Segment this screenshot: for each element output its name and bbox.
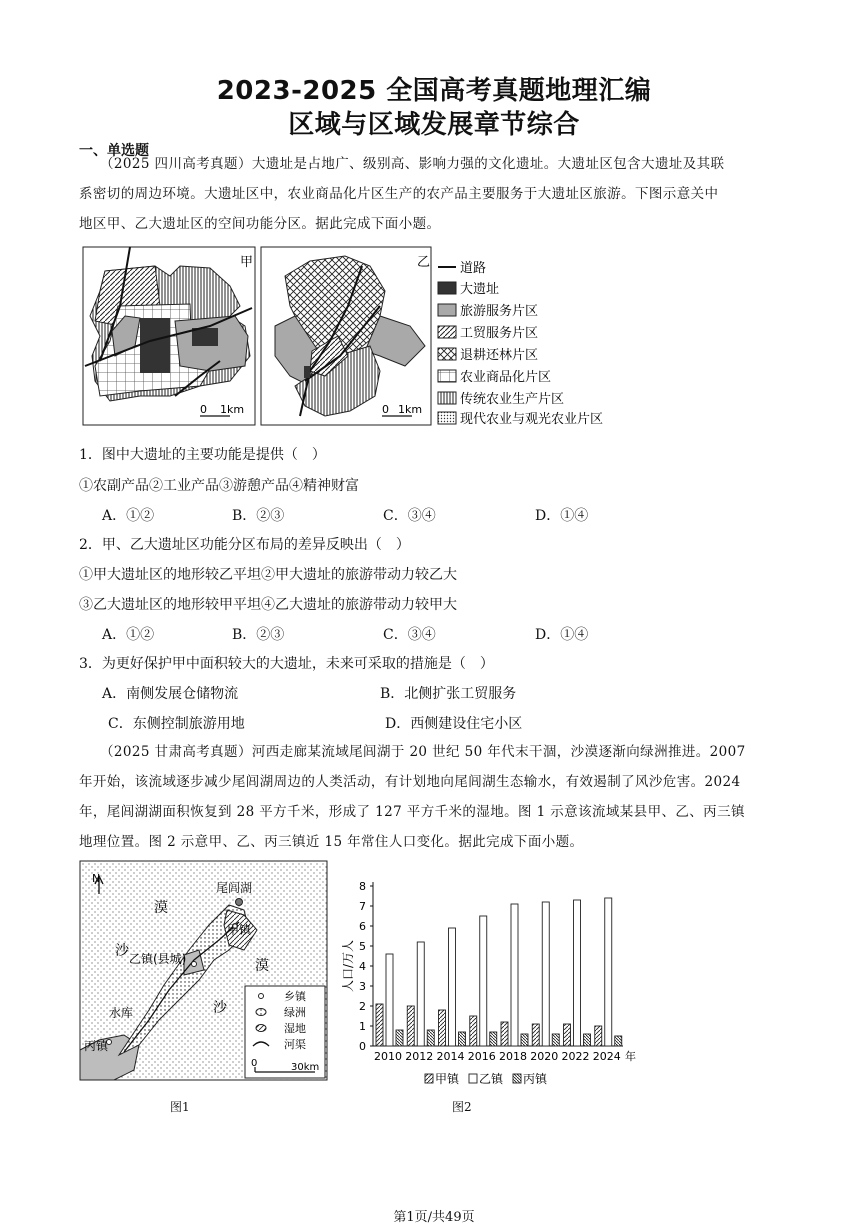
bar-丙镇-2014: [459, 1032, 466, 1046]
section-heading: 一、单选题: [79, 143, 149, 159]
bar-乙镇-2020: [542, 902, 549, 1046]
desert-label-4: 沙: [213, 1000, 227, 1016]
x-tick-label: 2010: [374, 1050, 402, 1063]
bar-乙镇-2016: [480, 916, 487, 1046]
q2-option-c[interactable]: C．③④: [383, 627, 436, 643]
bar-丙镇-2024: [615, 1036, 622, 1046]
desert-label-1: 漠: [154, 900, 168, 916]
intro1-line2: 系密切的周边环境。大遗址区中，农业商品化片区生产的农产品主要服务于大遗址区旅游。下图示意关中: [79, 186, 719, 202]
legend-label-乙镇: 乙镇: [479, 1072, 504, 1086]
population-bar-chart: [340, 870, 640, 1095]
y-tick-label: 0: [359, 1040, 366, 1053]
map-yi-scale-km: 1km: [398, 403, 423, 416]
q3-stem: 3．为更好保护甲中面积较大的大遗址，未来可采取的措施是（ ）: [79, 656, 494, 672]
q2-option-a[interactable]: A．①②: [102, 627, 155, 643]
town-yi-label: 乙镇(县城): [129, 952, 187, 966]
bar-丙镇-2022: [584, 1034, 591, 1046]
q3-option-c[interactable]: C．东侧控制旅游用地: [108, 716, 245, 732]
intro1-line1: （2025 四川高考真题）大遗址是占地广、级别高、影响力强的文化遗址。大遗址区包含大遗址及其联: [100, 156, 725, 172]
y-tick-label: 2: [359, 1000, 366, 1013]
q3-option-d[interactable]: D．西侧建设住宅小区: [385, 716, 523, 732]
q1-stem: 1．图中大遗址的主要功能是提供（ ）: [79, 447, 326, 463]
bar-乙镇-2022: [574, 900, 581, 1046]
lake-label: 尾闾湖: [216, 881, 253, 895]
bar-丙镇-2016: [490, 1032, 497, 1046]
map-jia-scale0: 0: [200, 403, 207, 416]
q2-items2: ③乙大遗址区的地形较甲平坦④乙大遗址的旅游带动力较甲大: [79, 597, 457, 613]
legend-label-甲镇: 甲镇: [435, 1072, 460, 1086]
town-bing-label: 丙镇: [84, 1039, 109, 1053]
legend-modern-ag: 现代农业与观光农业片区: [460, 412, 604, 427]
x-tick-label: 2022: [561, 1050, 590, 1063]
intro2-line2: 年开始，该流域逐步减少尾闾湖周边的人类活动，有计划地向尾闾湖生态输水，有效遏制了风沙危害。2024: [79, 774, 741, 790]
bar-甲镇-2024: [595, 1026, 602, 1046]
x-tick-label: 2020: [530, 1050, 559, 1063]
q2-option-b[interactable]: B．②③: [232, 627, 285, 643]
fig1-scale-km: 30km: [291, 1062, 320, 1073]
q2-stem: 2．甲、乙大遗址区功能分区布局的差异反映出（ ）: [79, 537, 410, 553]
q3-option-a[interactable]: A．南侧发展仓储物流: [102, 686, 239, 702]
x-tick-label: 2024: [592, 1050, 621, 1063]
bar-丙镇-2020: [552, 1034, 559, 1046]
intro2-line1: （2025 甘肃高考真题）河西走廊某流域尾闾湖于 20 世纪 50 年代末干涸，沙漠逐渐向绿洲推进。2007: [100, 744, 746, 760]
q1-items: ①农副产品②工业产品③游憩产品④精神财富: [79, 478, 359, 494]
q1-option-d[interactable]: D．①④: [535, 508, 589, 524]
q2-option-d[interactable]: D．①④: [535, 627, 589, 643]
bar-甲镇-2018: [501, 1022, 508, 1046]
y-tick-label: 7: [359, 900, 366, 913]
bar-乙镇-2014: [449, 928, 456, 1046]
bar-乙镇-2012: [417, 942, 424, 1046]
bar-甲镇-2014: [439, 1010, 446, 1046]
bar-丙镇-2012: [427, 1030, 434, 1046]
fig1-legend-oasis: 绿洲: [284, 1006, 306, 1019]
y-tick-label: 8: [359, 880, 366, 893]
legend-site: 大遗址: [460, 282, 500, 297]
fig1-caption: 图1: [170, 1100, 190, 1114]
fig1-legend-town: 乡镇: [284, 990, 306, 1003]
legend-traditional-ag: 传统农业生产片区: [460, 392, 565, 407]
y-axis-label: 人口/万人: [341, 939, 355, 993]
bar-丙镇-2010: [396, 1030, 403, 1046]
town-jia-label: 甲镇: [227, 923, 252, 937]
y-tick-label: 4: [359, 960, 366, 973]
map-jia-scale-km: 1km: [220, 403, 245, 416]
page-title: 2023-2025 全国高考真题地理汇编: [216, 76, 652, 106]
y-tick-label: 6: [359, 920, 366, 933]
reservoir-label: 水库: [109, 1006, 134, 1020]
fig1-legend-canal: 河渠: [284, 1038, 306, 1051]
intro2-line3: 年，尾闾湖湖面积恢复到 28 平方千米，形成了 127 平方千米的湿地。图 1 示意该流域某县甲、乙、丙三镇: [79, 804, 745, 820]
bar-乙镇-2024: [605, 898, 612, 1046]
x-tick-label: 2014: [436, 1050, 465, 1063]
y-tick-label: 1: [359, 1020, 366, 1033]
bar-乙镇-2010: [386, 954, 393, 1046]
desert-label-3: 漠: [255, 958, 269, 974]
page-footer: 第1页/共49页: [393, 1210, 475, 1225]
q1-option-b[interactable]: B．②③: [232, 508, 285, 524]
x-tick-label: 2018: [499, 1050, 527, 1063]
y-tick-label: 5: [359, 940, 366, 953]
map1-legend: [438, 261, 603, 427]
north-arrow-label: N: [92, 872, 101, 885]
legend-label-丙镇: 丙镇: [523, 1072, 548, 1086]
legend-trade: 工贸服务片区: [460, 326, 539, 341]
bar-甲镇-2012: [407, 1006, 414, 1046]
map-jia: [83, 247, 255, 425]
fig2-caption: 图2: [452, 1100, 472, 1114]
q3-option-b[interactable]: B．北侧扩张工贸服务: [380, 686, 517, 702]
legend-swatch-甲镇: [425, 1074, 433, 1083]
bar-甲镇-2010: [376, 1004, 383, 1046]
map-jia-label: 甲: [240, 255, 254, 270]
map-yi: [261, 247, 431, 425]
legend-forest: 退耕还林片区: [460, 348, 539, 363]
bar-乙镇-2018: [511, 904, 518, 1046]
fig1-scale-zero: 0: [251, 1058, 258, 1069]
x-axis-unit: 年: [625, 1050, 636, 1063]
q1-option-a[interactable]: A．①②: [102, 508, 155, 524]
fig1-basin-map: [79, 860, 329, 1082]
legend-swatch-丙镇: [513, 1074, 521, 1083]
bar-丙镇-2018: [521, 1034, 528, 1046]
bar-甲镇-2016: [470, 1016, 477, 1046]
desert-label-2: 沙: [115, 943, 129, 959]
fig1-legend-wetland: 湿地: [284, 1022, 306, 1035]
q1-option-c[interactable]: C．③④: [383, 508, 436, 524]
y-tick-label: 3: [359, 980, 366, 993]
functional-zone-map: [80, 246, 640, 428]
legend-tourism: 旅游服务片区: [460, 304, 539, 319]
legend-road: 道路: [460, 261, 487, 276]
bar-甲镇-2022: [564, 1024, 571, 1046]
intro1-line3: 地区甲、乙大遗址区的空间功能分区。据此完成下面小题。: [79, 216, 441, 232]
legend-commercial-ag: 农业商品化片区: [460, 370, 552, 385]
page-subtitle: 区域与区域发展章节综合: [288, 110, 580, 140]
map-yi-scale0: 0: [382, 403, 389, 416]
q2-items1: ①甲大遗址区的地形较乙平坦②甲大遗址的旅游带动力较乙大: [79, 567, 457, 583]
intro2-line4: 地理位置。图 2 示意甲、乙、丙三镇近 15 年常住人口变化。据此完成下面小题。: [79, 834, 584, 850]
x-tick-label: 2016: [467, 1050, 496, 1063]
map-yi-label: 乙: [417, 255, 431, 270]
legend-swatch-乙镇: [469, 1074, 477, 1083]
x-tick-label: 2012: [405, 1050, 434, 1063]
bar-甲镇-2020: [532, 1024, 539, 1046]
